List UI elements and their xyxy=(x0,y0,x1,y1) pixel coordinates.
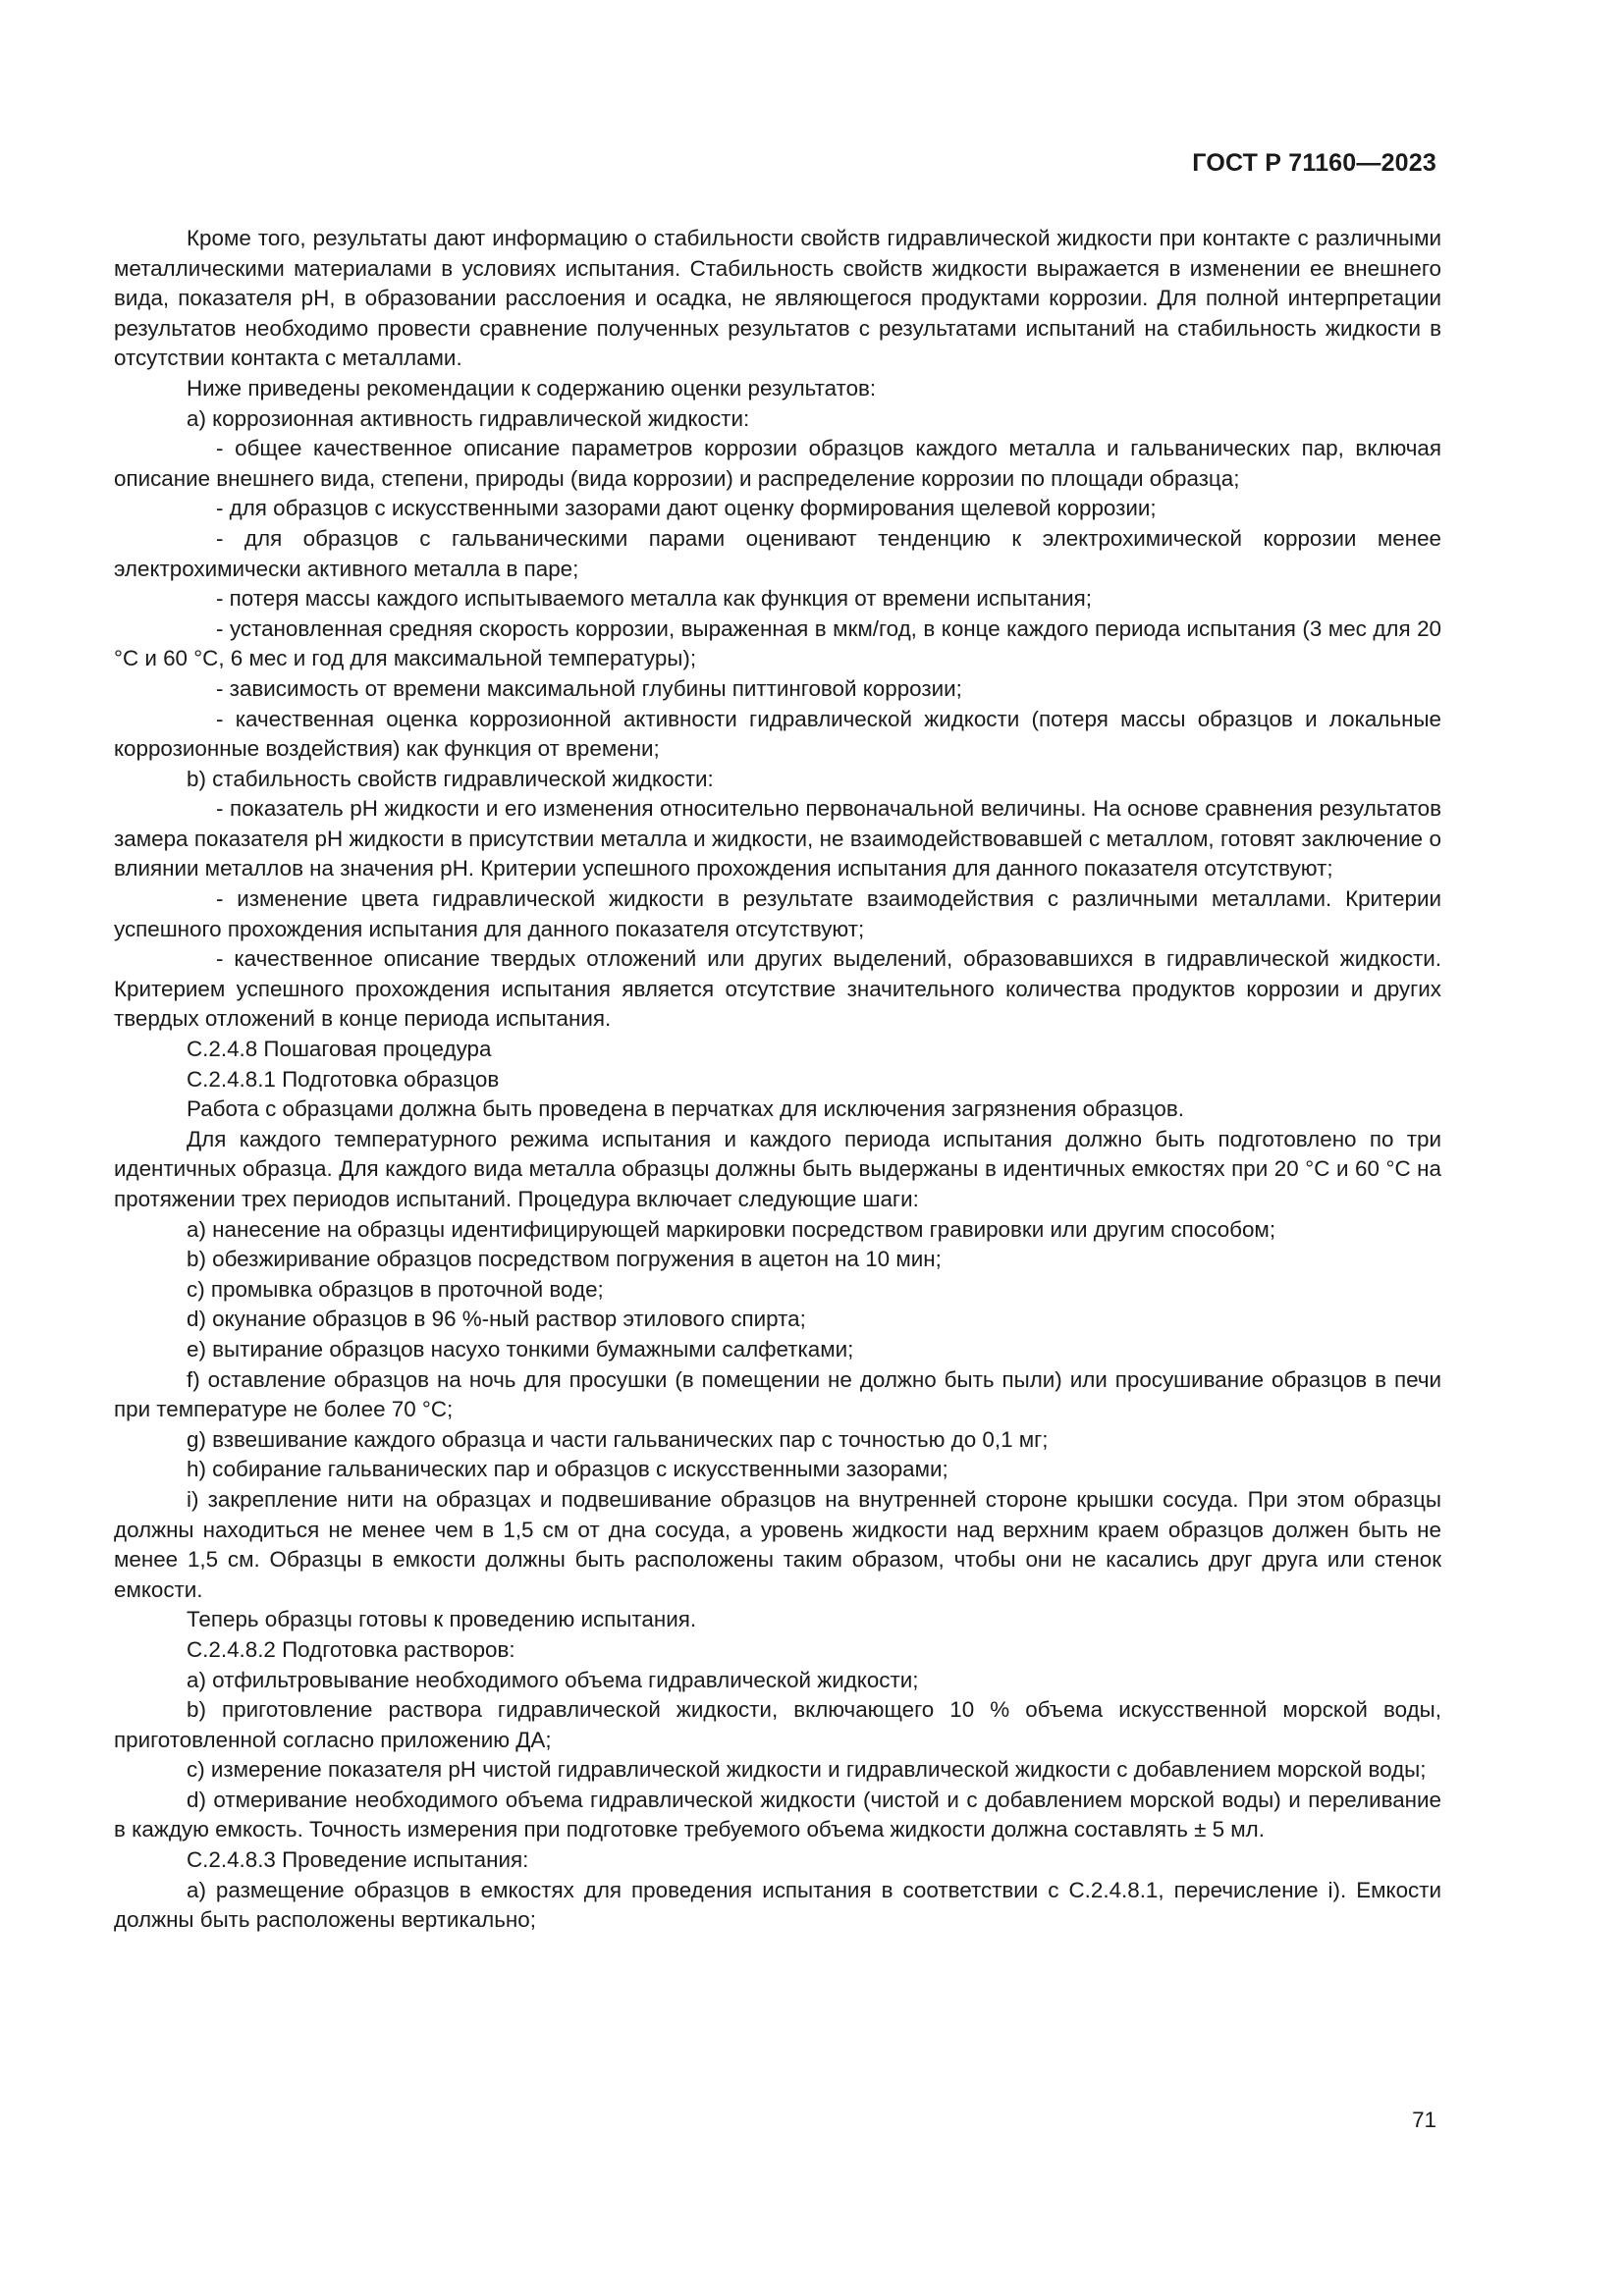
paragraph: a) нанесение на образцы идентифицирующей маркировки посредством гравировки или другим способом; xyxy=(187,1216,1276,1242)
paragraph: h) собирание гальванических пар и образцов с искусственными зазорами; xyxy=(187,1457,948,1482)
paragraph: С.2.4.8.3 Проведение испытания: xyxy=(187,1847,529,1873)
paragraph: - общее качественное описание параметров коррозии образцов каждого металла и гальванических пар, включая описание внешнего вида, степени, природы (вида коррозии) и распределение коррозии по площади образца; xyxy=(114,436,1441,491)
paragraph: d) отмеривание необходимого объема гидравлической жидкости (чистой и с добавлением морской воды) и переливание в каждую емкость. Точность измерения при подготовке требуемого объема жидкости должна составлять ± 5 мл. xyxy=(114,1787,1441,1842)
paragraph: - изменение цвета гидравлической жидкости в результате взаимодействия с различными металлами. Критерии успешного прохождения испытания для данного показателя отсутствуют; xyxy=(114,886,1441,941)
paragraph: b) стабильность свойств гидравлической жидкости: xyxy=(187,766,714,791)
paragraph: С.2.4.8 Пошаговая процедура xyxy=(187,1037,492,1062)
paragraph: С.2.4.8.2 Подготовка растворов: xyxy=(187,1636,515,1662)
paragraph: g) взвешивание каждого образца и части гальванических пар с точностью до 0,1 мг; xyxy=(187,1426,1049,1452)
paragraph: d) окунание образцов в 96 %-ный раствор этилового спирта; xyxy=(187,1307,806,1332)
paragraph: a) отфильтровывание необходимого объема гидравлической жидкости; xyxy=(187,1667,919,1692)
paragraph: a) размещение образцов в емкостях для проведения испытания в соответствии с С.2.4.8.1, перечисление i). Емкости должны быть расположены вертикально; xyxy=(114,1877,1441,1933)
paragraph: - качественная оценка коррозионной активности гидравлической жидкости (потеря массы образцов и локальные коррозионные воздействия) как функция от времени; xyxy=(114,706,1441,762)
paragraph: f) оставление образцов на ночь для просушки (в помещении не должно быть пыли) или просушивание образцов в печи при температуре не более 70 °С; xyxy=(114,1366,1441,1422)
paragraph: b) обезжиривание образцов посредством погружения в ацетон на 10 мин; xyxy=(187,1247,942,1272)
paragraph: - для образцов с искусственными зазорами дают оценку формирования щелевой коррозии; xyxy=(216,496,1157,521)
standard-id-header: ГОСТ Р 71160—2023 xyxy=(1192,149,1436,177)
paragraph: c) промывка образцов в проточной воде; xyxy=(187,1276,604,1302)
paragraph: - зависимость от времени максимальной глубины питтинговой коррозии; xyxy=(216,675,962,701)
paragraph: Работа с образцами должна быть проведена в перчатках для исключения загрязнения образцов. xyxy=(187,1096,1184,1122)
paragraph: - показатель рН жидкости и его изменения относительно первоначальной величины. На основе сравнения результатов замера показателя рН жидкости в присутствии металла и жидкости, не взаимодействовавшей с металлом, готовят заключение о влиянии металлов на значения рН. Критерии успешного прохождения испытания для данного показателя отсутствуют; xyxy=(114,796,1441,881)
paragraph: b) приготовление раствора гидравлической жидкости, включающего 10 % объема искусственной морской воды, приготовленной согласно приложению ДА; xyxy=(114,1697,1441,1752)
paragraph: a) коррозионная активность гидравлической жидкости: xyxy=(187,405,750,431)
paragraph: С.2.4.8.1 Подготовка образцов xyxy=(187,1066,500,1092)
paragraph: i) закрепление нити на образцах и подвешивание образцов на внутренней стороне крышки сосуда. При этом образцы должны находиться не менее чем в 1,5 см от дна сосуда, а уровень жидкости над верхним краем образцов должен быть не менее 1,5 см. Образцы в емкости должны быть расположены таким образом, чтобы они не касались друг друга или стенок емкости. xyxy=(114,1486,1441,1602)
page-number: 71 xyxy=(1412,2108,1436,2132)
paragraph: Для каждого температурного режима испытания и каждого периода испытания должно быть подготовлено по три идентичных образца. Для каждого вида металла образцы должны быть выдержаны в идентичных емкостях при 20 °С и 60 °С на протяжении трех периодов испытаний. Процедура включает следующие шаги: xyxy=(114,1126,1441,1211)
paragraph: - установленная средняя скорость коррозии, выраженная в мкм/год, в конце каждого периода испытания (3 мес для 20 °С и 60 °С, 6 мес и год для максимальной температуры); xyxy=(114,615,1441,671)
paragraph: - качественное описание твердых отложений или других выделений, образовавшихся в гидравлической жидкости. Критерием успешного прохождения испытания является отсутствие значительного количества продуктов коррозии и других твердых отложений в конце периода испытания. xyxy=(114,946,1441,1032)
paragraph: - для образцов с гальваническими парами оценивают тенденцию к электрохимической коррозии менее электрохимически активного металла в паре; xyxy=(114,525,1441,581)
document-body xyxy=(114,224,1441,1936)
paragraph: - потеря массы каждого испытываемого металла как функция от времени испытания; xyxy=(216,586,1093,612)
paragraph: c) измерение показателя рН чистой гидравлической жидкости и гидравлической жидкости с добавлением морской воды; xyxy=(187,1757,1427,1783)
paragraph: Кроме того, результаты дают информацию о стабильности свойств гидравлической жидкости при контакте с различными металлическими материалами в условиях испытания. Стабильность свойств жидкости выражается в изменении ее внешнего вида, показателя рН, в образовании расслоения и осадка, не являющегося продуктами коррозии. Для полной интерпретации результатов необходимо провести сравнение полученных результатов с результатами испытаний на стабильность жидкости в отсутствии контакта с металлами. xyxy=(114,226,1441,371)
paragraph: Ниже приведены рекомендации к содержанию оценки результатов: xyxy=(187,375,877,400)
paragraph: e) вытирание образцов насухо тонкими бумажными салфетками; xyxy=(187,1336,854,1362)
paragraph: Теперь образцы готовы к проведению испытания. xyxy=(187,1607,697,1632)
